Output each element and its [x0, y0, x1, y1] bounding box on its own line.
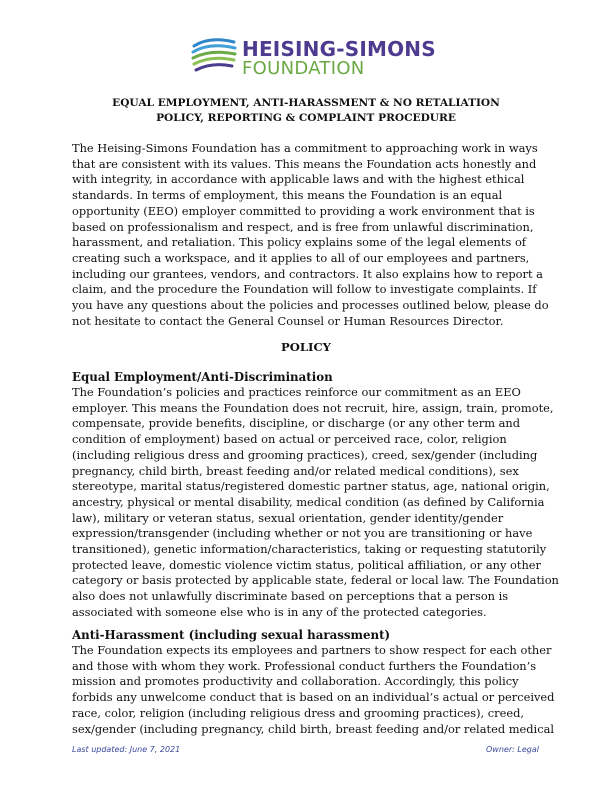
text-line: category or basis protected by applicable state, federal or local law. The Foundation [72, 573, 559, 588]
text-line: associated with someone else who is in any of the protected categories. [72, 604, 487, 619]
text-line: you have any questions about the policies and processes outlined below, please do [72, 298, 549, 313]
text-line: and those with whom they work. Professional conduct furthers the Foundation’s [72, 658, 537, 673]
text-line: not hesitate to contact the General Counsel or Human Resources Director. [72, 313, 504, 328]
text-line: opportunity (EEO) employer committed to providing a work environment that is [72, 203, 535, 218]
text-line: pregnancy, child birth, breast feeding and/or related medical conditions), sex [72, 463, 519, 478]
text-line: The Foundation expects its employees and partners to show respect for each other [72, 643, 552, 657]
text-line: standards. In terms of employment, this means the Foundation is an equal [72, 188, 503, 203]
logo-name-line1: HEISING-SIMONS [242, 37, 436, 61]
text-line: expression/transgender (including whether or not you are transitioning or have [72, 526, 533, 541]
text-line: including our grantees, vendors, and contractors. It also explains how to report a [72, 266, 543, 281]
text-line: The Foundation’s policies and practices reinforce our commitment as an EEO [72, 385, 521, 399]
text-line: The Heising-Simons Foundation has a commitment to approaching work in ways [72, 141, 538, 155]
document-title [40, 96, 572, 126]
text-line: law), military or veteran status, sexual orientation, gender identity/gender [72, 510, 504, 525]
logo-name-line2: FOUNDATION [242, 58, 365, 79]
foundation-logo [190, 34, 436, 80]
text-line: race, color, religion (including religious dress and grooming practices), creed, [72, 705, 524, 720]
title-line: EQUAL EMPLOYMENT, ANTI-HARASSMENT & NO RETALIATION [112, 97, 500, 109]
harassment-paragraph [72, 643, 555, 737]
text-line: mission and promotes productivity and collaboration. Accordingly, this policy [72, 674, 519, 689]
eeo-paragraph [72, 385, 559, 621]
text-line: harassment, and retaliation. This policy explains some of the legal elements of [72, 235, 527, 250]
swoosh-logo-icon [190, 34, 238, 78]
text-line: (including religious dress and grooming practices), creed, sex/gender (including [72, 447, 538, 462]
policy-heading: POLICY [281, 340, 331, 354]
title-line: POLICY, REPORTING & COMPLAINT PROCEDURE [156, 112, 456, 124]
section-heading-harassment: Anti-Harassment (including sexual harassment) [72, 628, 391, 642]
text-line: transitioned), genetic information/characteristics, taking or requesting statutorily [72, 542, 547, 557]
text-line: based on professionalism and respect, and is free from unlawful discrimination, [72, 219, 534, 234]
text-line: that are consistent with its values. This means the Foundation acts honestly and [72, 156, 537, 171]
text-line: also does not unlawfully discriminate based on perceptions that a person is [72, 589, 509, 604]
text-line: sex/gender (including pregnancy, child birth, breast feeding and/or related medical [72, 721, 555, 736]
footer-last-updated: Last updated: June 7, 2021 [72, 745, 181, 754]
text-line: employer. This means the Foundation does not recruit, hire, assign, train, promote, [72, 400, 554, 415]
text-line: condition of employment) based on actual or perceived race, color, religion [72, 432, 507, 447]
text-line: forbids any unwelcome conduct that is based on an individual’s actual or perceived [72, 690, 555, 705]
text-line: compensate, provide benefits, discipline, or discharge (or any other term and [72, 416, 521, 431]
text-line: with integrity, in accordance with applicable laws and with the highest ethical [72, 172, 525, 187]
text-line: claim, and the procedure the Foundation will follow to investigate complaints. If [72, 282, 537, 297]
text-line: creating such a workspace, and it applies to all of our employees and partners, [72, 250, 530, 265]
footer-owner: Owner: Legal [486, 745, 539, 754]
section-heading-eeo: Equal Employment/Anti-Discrimination [72, 370, 333, 384]
intro-paragraph [72, 141, 549, 329]
text-line: stereotype, marital status/registered domestic partner status, age, national origin, [72, 479, 550, 494]
text-line: ancestry, physical or mental disability, medical condition (as defined by California [72, 494, 545, 509]
text-line: protected leave, domestic violence victim status, political affiliation, or any other [72, 557, 541, 572]
